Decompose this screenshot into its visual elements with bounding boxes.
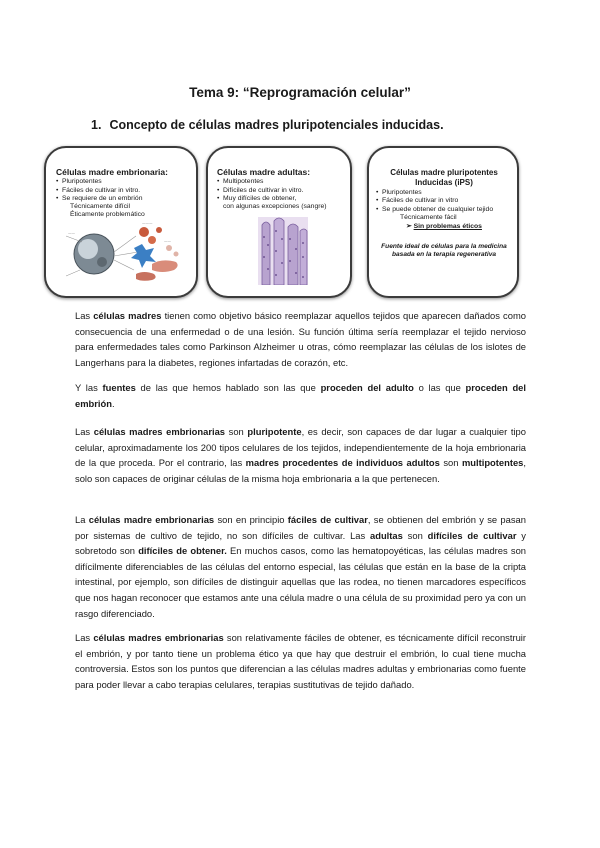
embryonic-stem-cells-card <box>44 146 198 298</box>
card-bullet: • Multipotentes <box>217 178 345 186</box>
no-ethics-text: Sin problemas éticos <box>413 223 482 231</box>
bold-term: fáciles de cultivar <box>287 514 368 525</box>
bold-term: difíciles de cultivar <box>427 529 517 541</box>
bold-term: fuentes <box>102 382 136 393</box>
page-title: Tema 9: “Reprogramación celular” <box>189 85 411 100</box>
card-bullet: • Se puede obtener de cualquier tejido <box>376 206 512 214</box>
card-bullet: • Pluripotentes <box>56 178 191 186</box>
bold-term: células madres embrionarias <box>93 632 224 643</box>
arrow-bullet-icon: ➢ <box>406 223 412 231</box>
card-sub-item: Éticamente problemático <box>70 211 145 219</box>
adult-stem-cells-card <box>206 146 352 298</box>
stem-cell-comparison-figure <box>40 146 560 296</box>
bold-term: pluripotente <box>247 426 302 437</box>
card-title: Células madre pluripotentes Inducidas (iPS) <box>390 168 498 187</box>
embryo-differentiation-illustration <box>64 218 186 288</box>
svg-text:——: —— <box>164 239 171 243</box>
bold-term: multipotentes <box>461 457 524 469</box>
paragraph: Las células madres tienen como objetivo básico reemplazar aquellos tejidos que aparecen dañados como consecuencia de una enfermedad o de una lesión. Su función última sería reemplazar el tejido nervioso para enfermedades tales como Parkinson Alzheimer u otras, cómo reemplazar las células de los islotes de Langerhans para la diabetes, regiones infartadas de corazón, etc. <box>75 310 526 368</box>
bold-term: células madre embrionarias <box>88 514 215 525</box>
paragraph: Las células madres embrionarias son relativamente fáciles de obtener, es técnicamente difícil reconstruir el embrión, y por tanto tiene un problema ético ya que hay que destruir el embrión, lo cual tiene mucha controversia. Estos son los puntos que diferencian a las células madres adultas y embrionarias como fuente para poder llevar a cabo terapias celulares, terapias sustitutivas de tejido dañado. <box>75 632 526 690</box>
card-bullet: • Difíciles de cultivar in vitro. <box>217 187 345 195</box>
card-bullet: • Se requiere de un embrión <box>56 195 191 203</box>
card-title: Células madre embrionaria: <box>56 167 168 177</box>
section-heading <box>91 118 444 132</box>
bold-term: células madres embrionarias <box>93 426 226 437</box>
card-sub-item: con algunas excepciones (sangre) <box>223 203 327 211</box>
ips-cells-card <box>367 146 519 298</box>
no-ethics-line <box>376 223 512 231</box>
bold-term: difíciles de obtener. <box>138 545 227 557</box>
bold-term: madres procedentes de individuos adultos <box>245 457 440 469</box>
card-bullet: • Fáciles de cultivar in vitro <box>376 197 512 205</box>
card-bullet: • Muy difíciles de obtener, <box>217 195 345 203</box>
section-heading-text: Concepto de células madres pluripotenciales inducidas. <box>109 118 444 132</box>
card-bullet: • Fáciles de cultivar in vitro. <box>56 187 191 195</box>
svg-text:———: ——— <box>142 221 153 225</box>
bold-term: proceden del adulto <box>320 382 414 393</box>
section-number: 1. <box>91 118 102 132</box>
card-title: Células madre adultas: <box>217 167 311 177</box>
ideal-source-note: Fuente ideal de células para la medicina basada en la terapia regenerativa <box>381 243 507 259</box>
card-sub-item: Técnicamente difícil <box>70 203 131 211</box>
bold-term: proceden del embrión <box>75 382 527 409</box>
paragraph: Y las fuentes de las que hemos hablado son las que proceden del adulto o las que proceden del embrión. <box>75 382 527 409</box>
paragraph: Las células madres embrionarias son pluripotente, es decir, son capaces de dar lugar a cualquier tipo celular, aproximadamente los 200 tipos celulares de los tejidos, independientemente de la hoja embrionaria de la que proceda. Por el contrario, las madres procedentes de individuos adultos son multipotentes, solo son capaces de originar células de la misma hoja embrionaria a la que pertenecen. <box>75 426 527 484</box>
svg-text:——: —— <box>68 231 75 235</box>
paragraph: La células madre embrionarias son en principio fáciles de cultivar, se obtienen del embrión y se pasan por sistemas de cultivo de tejido, no son difíciles de cultivar. Las adultas son difíciles de cultivar y sobretodo son difíciles de obtener. En muchos casos, como las hematopoyéticas, las células madres son difícilmente diferenciables de las células del entorno especial, las células que están en la base de la cripta intestinal, por ejemplo, son difíciles de distinguir aquellas que las rodea, no tienen marcadores específicos que nos hagan reconocer que estamos ante una célula madre o una célula de su proximidad pero ya con un rasgo diferenciado. <box>75 514 527 619</box>
bold-term: células madres <box>93 310 162 321</box>
bold-term: adultas <box>370 529 403 541</box>
card-sub-item: Técnicamente fácil <box>400 213 457 221</box>
intestinal-crypt-histology-image <box>258 217 308 285</box>
card-bullet: • Pluripotentes <box>376 189 512 197</box>
